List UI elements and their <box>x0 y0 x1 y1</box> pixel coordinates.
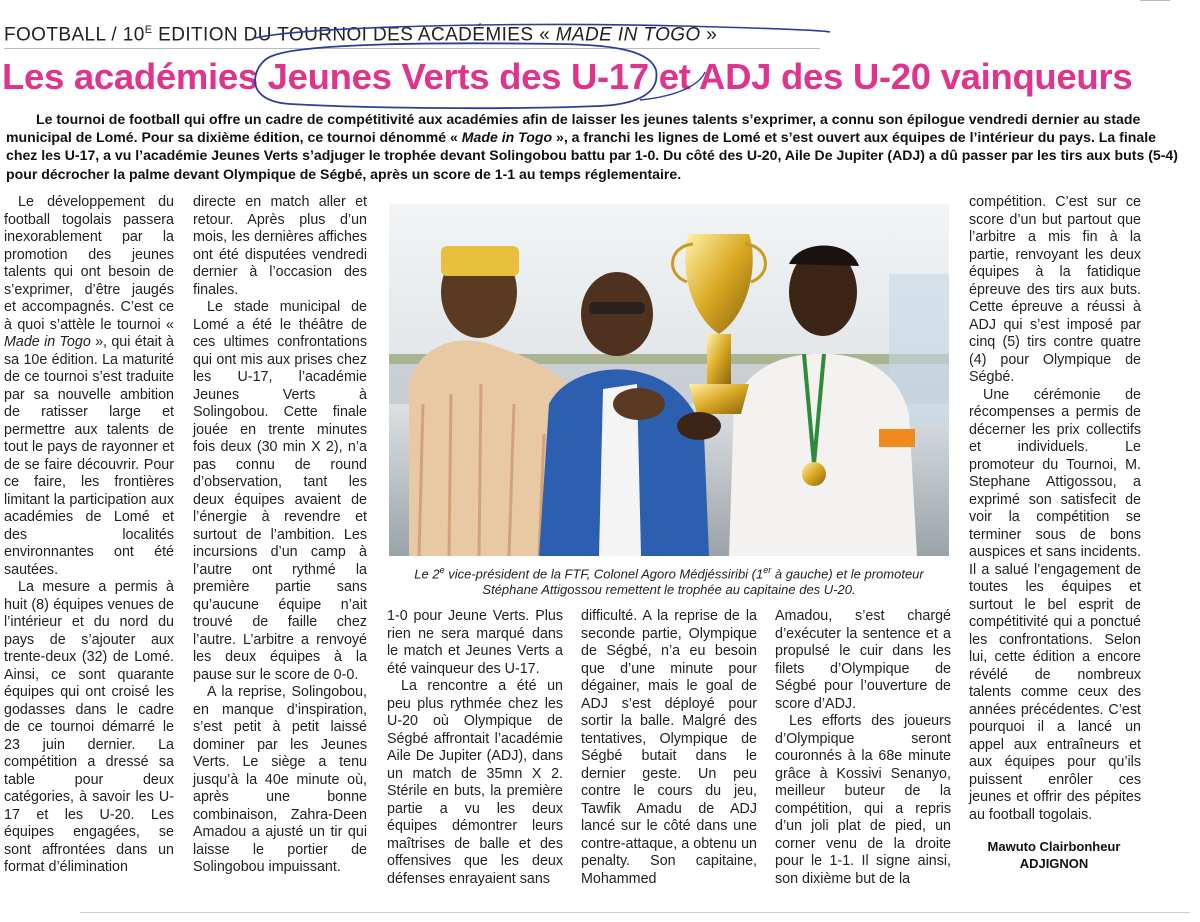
col6-paragraph-1: compétition. C’est sur ce score d’un but partout que l’arbitre a mis fin à la partie, renvoyant les deux équipes à la fatidique épreuve des tirs aux buts. Cette épreuve a réussi à ADJ qui s’est imposé par cinq (5) tirs contre quatre (4) pour Olympique de Ségbé. <box>969 194 1141 385</box>
caption-sup2: er <box>763 565 772 575</box>
trophy-photo <box>389 204 949 556</box>
caption-sup1: e <box>439 565 445 575</box>
col3-paragraph-1: 1-0 pour Jeune Verts. Plus rien ne sera marqué dans le match et Jeunes Verts a été vainqueur des U-17. <box>387 608 563 677</box>
byline-last-name: ADJIGNON <box>1019 856 1089 871</box>
chapo-italic: Made in Togo <box>461 129 553 146</box>
kicker-prefix: FOOTBALL / 10 <box>4 24 145 46</box>
kicker-italic: MADE IN TOGO <box>555 24 701 46</box>
col5-paragraph-1: Amadou, s’est chargé d’exécuter la sentence et a propulsé le cuir dans les filets d’Olympique de Ségbé pour l’ouverture de score d’ADJ. <box>775 608 951 712</box>
col6-paragraph-2: Une cérémonie de récompenses a permis de décerner les prix collectifs et individuels. Le promoteur du Tournoi, M. Stephane Attigossou, a exprimé son satisfecit de voir la compétition se terminer sous de bons auspices et sans incidents. Il a salué l’engagement de toutes les équipes et surtout le bel esprit de compétitivité qui a ponctué les confrontations. Selon lui, cette édition a encore révélé de nombreux talents comme ceux des années précédentes. C’est pourquoi il a lancé un appel aux entraîneurs et aux équipes pour qu’ils puissent enrôler ces jeunes et offrir des pépites au football togolais. <box>969 386 1141 823</box>
byline-first-name: Mawuto Clairbonheur <box>987 839 1121 854</box>
col4-paragraph-1: difficulté. A la reprise de la seconde partie, Olympique de Ségbé, n’a eu besoin que d’une minute pour dégainer, mais le goal de ADJ s’est déployé pour sortir la balle. Malgré des tentatives, Olympique de Ségbé butait dans le dernier geste. Un peu contre le cours du jeu, Tawfik Amadu de ADJ lancé sur le côté dans une contre-attaque, a obtenu un penalty. Son capitaine, Mohammed <box>581 608 757 887</box>
col5-paragraph-2: Les efforts des joueurs d’Olympique seront couronnés à la 68e minute grâce à Kossivi Senanyo, meilleur buteur de la compétition, qui a repris d’un joli plat de pied, un corner venu de la droite pour le 1-1. Il signe ainsi, son dixième but de la <box>775 713 951 887</box>
kicker-suffix: » <box>700 24 718 46</box>
kicker-sup: E <box>144 24 153 36</box>
column-2 <box>193 194 367 877</box>
col2-paragraph-2: Le stade municipal de Lomé a été le théâtre de ces ultimes confrontations qui ont mis aux prises chez les U-17, l’académie Jeunes Verts à Solingobou. Cette finale jouée en trente minutes fois deux (30 min X 2), n’a pas connu de round d’observation, tant les deux équipes avaient de l’énergie à revendre et surtout de l’ambition. Les incursions d’un camp à l’autre ont rythmé la première partie sans qu’aucune équipe n’ait trouvé de faille chez l’autre. L’arbitre a renvoyé les deux équipes à la pause sur le score de 0-0. <box>193 299 367 683</box>
column-6 <box>969 194 1141 824</box>
bottom-rule <box>80 912 1190 913</box>
col3-paragraph-2: La rencontre a été un peu plus rythmée chez les U-20 où Olympique de Ségbé affrontait l’académie Aile De Jupiter (ADJ), dans un match de 35mn X 2. Stérile en buts, la première partie a vu les deux équipes démontrer leurs maîtrises de balle et des offensives que les deux défenses enrayaient sans <box>387 678 563 887</box>
chapo <box>6 110 1186 183</box>
column-1 <box>4 194 174 877</box>
column-5 <box>775 608 951 888</box>
column-4 <box>581 608 757 888</box>
headline: Les académies Jeunes Verts des U-17 et ADJ des U-20 vainqueurs <box>2 56 1133 97</box>
chapo-part2: », a franchi les lignes de Lomé et s’est ouvert aux équipes de l’intérieur du pays. La finale chez les U-17, a vu l’académie Jeunes Verts s’adjuger le trophée devant Solingobou battu par 1-0. Du côté des U-20, Aile De Jupiter (ADJ) a dû passer par les tirs aux buts (5-4) pour décrocher la palme devant Olympique de Ségbé, après un score de 1-1 au temps réglementaire. <box>6 129 1178 182</box>
caption-part1: Le 2 <box>414 566 440 582</box>
col1-paragraph-2: La mesure a permis à huit (8) équipes venues de l’intérieur et du nord du pays de s’ajouter aux trente-deux (32) de Lomé. Ainsi, ce sont quarante équipes qui ont croisé les godasses dans le cadre de ce tournoi démarré le 23 juin dernier. La compétition a dressé sa table pour deux catégories, à savoir les U-17 et les U-20. Les équipes engagées, se sont affrontées dans un format d’élimination <box>4 579 174 875</box>
photo-caption <box>389 562 949 598</box>
col2-paragraph-3: A la reprise, Solingobou, en manque d’inspiration, s’est petit à petit laissé dominer par les Jeunes Verts. Le siège a tenu jusqu’à la 40e minute où, après une bonne combinaison, Zahra-Deen Amadou a ajusté un tir qui laisse le portier de Solingobou impuissant. <box>193 684 367 875</box>
caption-part2: vice-président de la FTF, Colonel Agoro Médjéssiribi (1 <box>444 566 764 582</box>
col1-p1-italic: Made in Togo <box>4 334 91 350</box>
col2-paragraph-1: directe en match aller et retour. Après plus d’un mois, les dernières affiches ont été disputées vendredi dernier à l’occasion des finales. <box>193 194 367 298</box>
kicker <box>4 24 820 49</box>
col1-p1-text: Le développement du football togolais passera inexorablement par la promotion des jeunes talents qui ont besoin de s’exprimer, d’être jaugés et accompagnés. C’est ce à quoi s’attèle le tournoi « <box>4 194 174 333</box>
column-3 <box>387 608 563 888</box>
kicker-mid: EDITION DU TOURNOI DES ACADÉMIES « <box>152 24 556 46</box>
byline <box>969 838 1139 872</box>
col1-p1-end: », qui était à sa 10e édition. La maturité de ce tournoi s’est traduite par sa nouvelle ambition de ratisser large et permettre aux talents de tout le pays de rayonner et de se faire découvrir. Pour ce faire, les frontières limitant la participation aux académies de Lomé et des localités environnantes ont été sautées. <box>4 334 174 578</box>
col1-paragraph-1 <box>4 194 174 579</box>
chapo-part1: Le tournoi de football qui offre un cadre de compétitivité aux académies afin de laisser les jeunes talents s’exprimer, a connu son épilogue vendredi dernier au stade municipal de Lomé. Pour sa dixième édition, ce tournoi dénommé « <box>6 111 1141 146</box>
caption-part3: à gauche) et le promoteur Stéphane Attigossou remettent le trophée au capitaine des U-20. <box>482 566 924 598</box>
top-rule <box>1140 0 1170 1</box>
